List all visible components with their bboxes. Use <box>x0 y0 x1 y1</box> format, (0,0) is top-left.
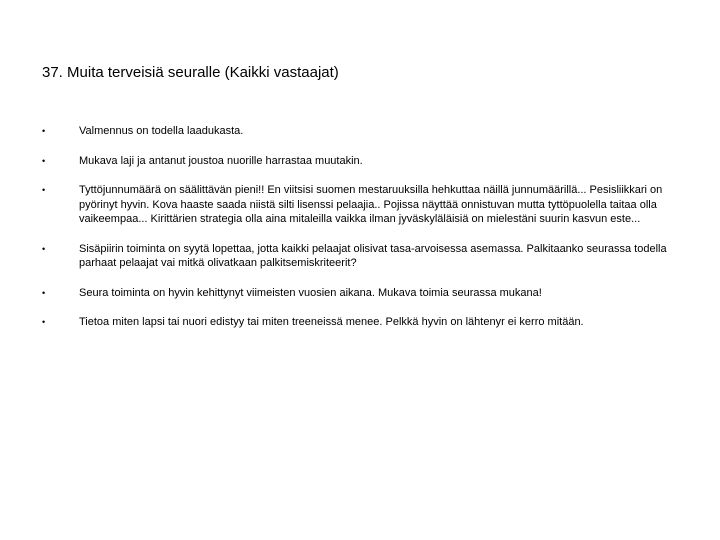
bullet-icon: • <box>42 155 46 166</box>
list-item <box>42 183 682 227</box>
list-item <box>42 154 682 169</box>
comment-text: Seura toiminta on hyvin kehittynyt viimeisten vuosien aikana. Mukava toimia seurassa mukana! <box>79 286 542 299</box>
bullet-icon: • <box>42 243 46 254</box>
list-item <box>42 242 682 271</box>
bullet-icon: • <box>42 287 46 298</box>
comment-text: Valmennus on todella laadukasta. <box>79 125 244 137</box>
page-title: 37. Muita terveisiä seuralle (Kaikki vastaajat) <box>42 64 339 81</box>
list-item <box>42 286 682 301</box>
bullet-icon: • <box>42 126 46 136</box>
comment-text: Tyttöjunnumäärä on säälittävän pieni!! En viitsisi suomen mestaruuksilla hehkuttaa näillä junnumäärillä... Pesisliikkari on pyörinyt hyvin. Kova haaste saada niistä silti lisenssi pelaajia.. Pojissa näyttää onnistuvan mutta tyttöpuolella taitaa olla vaikeempaa... Kirittärien strategia olla aina mitaleilla vaikka ilman jyväskyläläisiä on mielestäni suurin kasvun este... <box>79 184 663 225</box>
comment-text: Mukava laji ja antanut joustoa nuorille harrastaa muutakin. <box>79 154 363 167</box>
bullet-icon: • <box>42 185 46 195</box>
comment-list <box>42 124 682 345</box>
comment-text: Tietoa miten lapsi tai nuori edistyy tai miten treeneissä menee. Pelkkä hyvin on lähtenyr ei kerro mitään. <box>79 316 584 328</box>
list-item <box>42 124 682 139</box>
comment-text: Sisäpiirin toiminta on syytä lopettaa, jotta kaikki pelaajat olisivat tasa-arvoisessa asemassa. Palkitaanko seurassa todella parhaat pelaajat vai mitkä olivatkaan palkitsemiskriteerit? <box>79 242 667 269</box>
list-item <box>42 315 682 330</box>
bullet-icon: • <box>42 317 46 327</box>
